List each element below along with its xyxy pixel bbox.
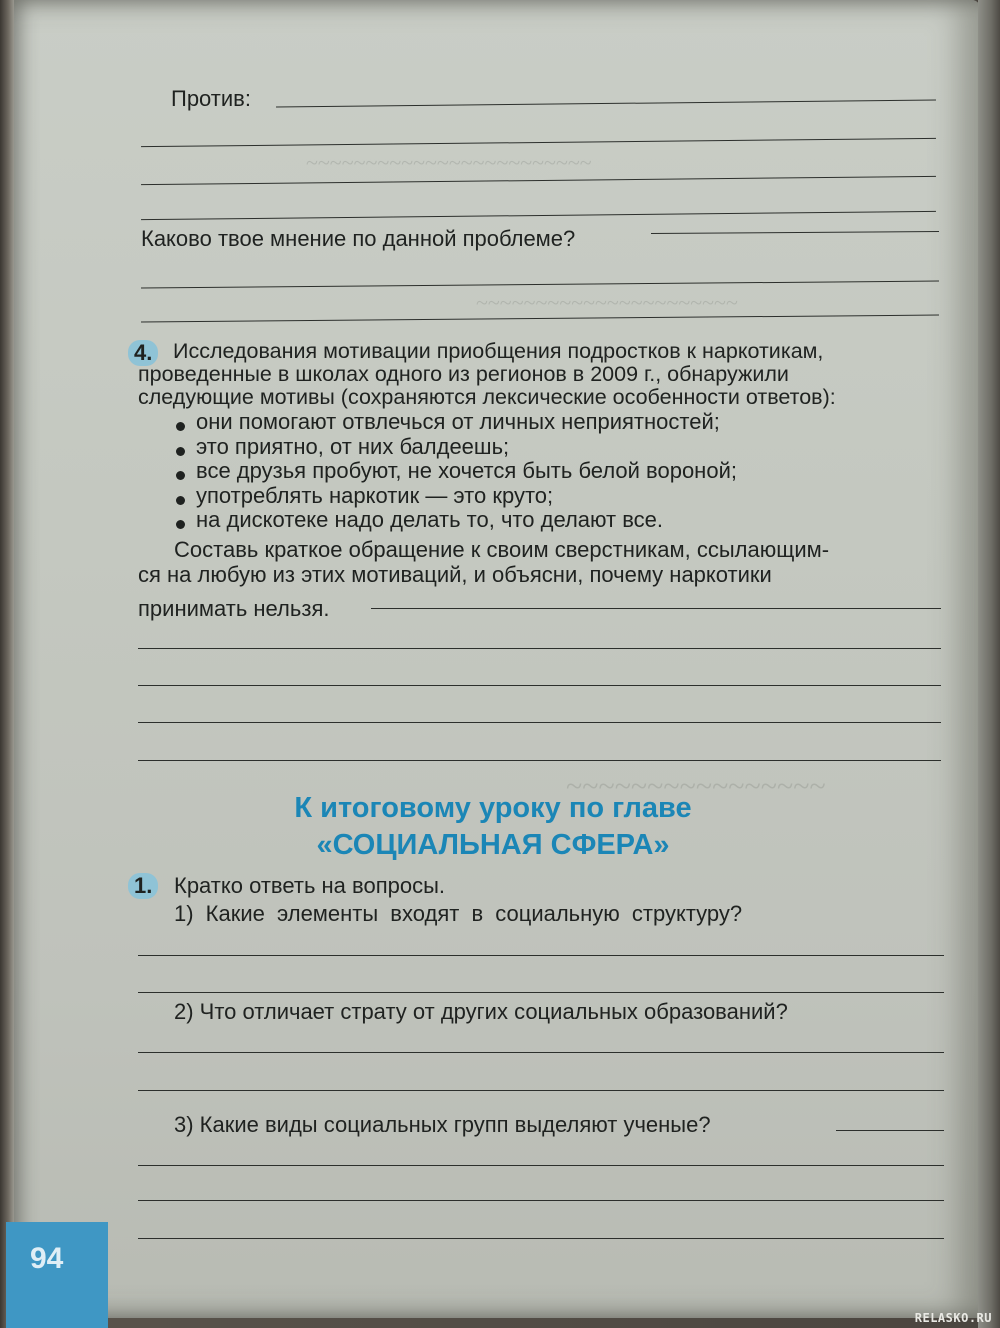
- bullet-icon: [176, 447, 185, 456]
- question-3: 3) Какие виды социальных групп выделяют ученые?: [174, 1112, 711, 1137]
- page-number: 94: [30, 1242, 64, 1275]
- assignment-line-1: Составь краткое обращение к своим сверстникам, ссылающим-: [174, 537, 830, 562]
- show-through-text: ~~~~~~~~~~~~~~~~: [566, 770, 826, 803]
- motive-item: на дискотеке надо делать то, что делают все.: [196, 507, 664, 532]
- answer-line[interactable]: [138, 1165, 944, 1166]
- motive-item: они помогают отвлечься от личных неприятностей;: [196, 409, 720, 434]
- question-1: 1) Какие элементы входят в социальную структуру?: [174, 901, 743, 926]
- answer-line[interactable]: [141, 176, 936, 185]
- answer-line[interactable]: [138, 1090, 944, 1091]
- final-task-intro: Кратко ответь на вопросы.: [174, 873, 446, 898]
- task-number-badge: 1.: [128, 873, 158, 899]
- chapter-heading-line-1: К итоговому уроку по главе: [294, 792, 692, 824]
- page-edge-shadow: [978, 0, 1000, 1328]
- show-through-text: ~~~~~~~~~~~~~~~~~~~~~~: [476, 290, 738, 315]
- answer-line[interactable]: [138, 685, 941, 686]
- motive-item: все друзья пробуют, не хочется быть белой вороной;: [196, 458, 737, 483]
- question-2: 2) Что отличает страту от других социальных образований?: [174, 999, 788, 1024]
- answer-line[interactable]: [138, 648, 941, 649]
- answer-line[interactable]: [141, 138, 936, 147]
- answer-line[interactable]: [138, 992, 944, 993]
- assignment-line-2: ся на любую из этих мотиваций, и объясни, почему наркотики: [138, 562, 772, 587]
- against-label: Против:: [171, 86, 251, 111]
- motive-item: употреблять наркотик — это круто;: [196, 483, 554, 508]
- bullet-icon: [176, 471, 185, 480]
- answer-line[interactable]: [141, 211, 936, 220]
- motive-item: это приятно, от них балдеешь;: [196, 434, 510, 459]
- answer-line[interactable]: [138, 955, 944, 956]
- bullet-icon: [176, 422, 185, 431]
- answer-line[interactable]: [141, 281, 939, 289]
- answer-line[interactable]: [651, 231, 939, 234]
- task-number-badge: 4.: [128, 340, 158, 366]
- opinion-question: Каково твое мнение по данной проблеме?: [141, 226, 576, 251]
- assignment-line-3: принимать нельзя.: [138, 596, 330, 621]
- answer-line[interactable]: [138, 1200, 944, 1201]
- answer-line[interactable]: [138, 722, 941, 723]
- answer-line[interactable]: [138, 760, 941, 761]
- task4-intro-line-1: Исследования мотивации приобщения подростков к наркотикам,: [173, 339, 824, 363]
- bullet-icon: [176, 496, 185, 505]
- task4-intro-line-3: следующие мотивы (сохраняются лексические особенности ответов):: [138, 385, 836, 409]
- bullet-icon: [176, 520, 185, 529]
- answer-line[interactable]: [371, 608, 941, 609]
- answer-line[interactable]: [836, 1130, 944, 1131]
- workbook-page: [6, 0, 980, 1318]
- answer-line[interactable]: [276, 100, 936, 108]
- book-spine-shadow: [0, 0, 14, 1328]
- task4-intro-line-2: проведенные в школах одного из регионов в 2009 г., обнаружили: [138, 362, 789, 386]
- show-through-text: ~~~~~~~~~~~~~~~~~~~~~~~~: [306, 150, 592, 175]
- chapter-heading-line-2: «СОЦИАЛЬНАЯ СФЕРА»: [316, 829, 670, 861]
- answer-line[interactable]: [138, 1238, 944, 1239]
- watermark: RELASKO.RU: [914, 1311, 992, 1325]
- answer-line[interactable]: [138, 1052, 944, 1053]
